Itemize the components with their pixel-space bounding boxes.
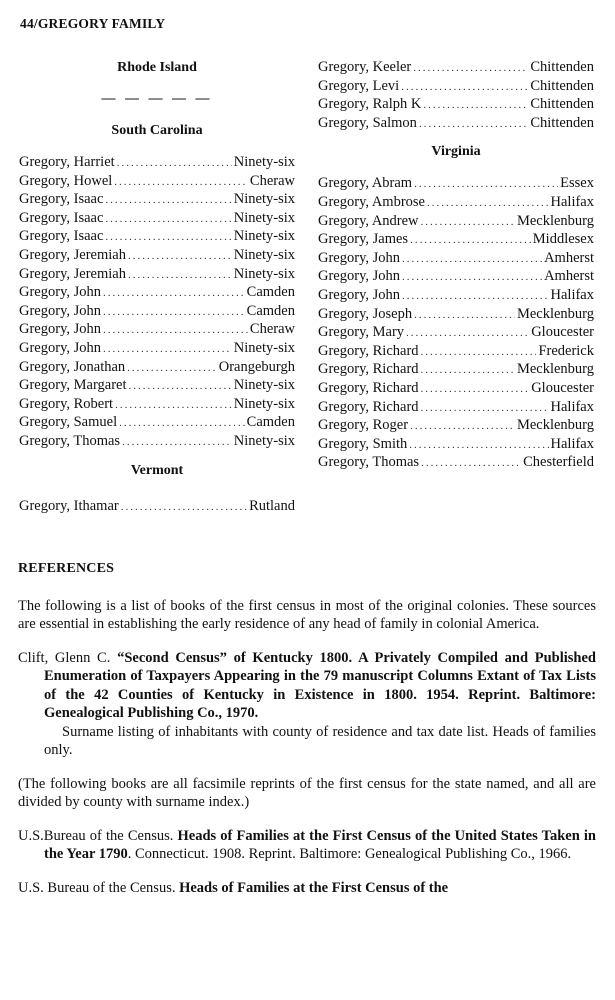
entry-name: Gregory, Salmon — [318, 114, 417, 131]
entry-name: Gregory, Samuel — [19, 414, 118, 431]
vermont-list — [19, 497, 295, 516]
entry-county: Camden — [246, 302, 295, 319]
census-entry — [19, 283, 295, 302]
entry-name: Gregory, Isaac — [19, 191, 104, 208]
census-entry — [19, 172, 295, 191]
census-entry — [318, 342, 594, 361]
entry-name: Gregory, Richard — [318, 398, 419, 415]
entry-name: Gregory, John — [19, 302, 102, 319]
leader-dots — [423, 96, 528, 115]
citation-census-continued — [18, 879, 596, 898]
leader-dots — [421, 380, 530, 399]
left-column — [19, 58, 295, 515]
entry-county: Halifax — [550, 286, 594, 303]
leader-dots — [115, 396, 232, 415]
census-entry — [19, 265, 295, 284]
right-column — [318, 58, 594, 472]
census-entry — [318, 435, 594, 454]
entry-county: Mecklenburg — [516, 305, 594, 322]
leader-dots — [105, 228, 231, 247]
entry-county: Halifax — [550, 435, 594, 452]
leader-dots — [421, 454, 521, 473]
entry-county: Chittenden — [530, 114, 594, 131]
entry-name: Gregory, John — [318, 268, 401, 285]
entry-name: Gregory, Levi — [318, 77, 400, 94]
entry-name: Gregory, Isaac — [19, 228, 104, 245]
entry-name: Gregory, Harriet — [19, 154, 115, 170]
state-heading-virginia: Virginia — [431, 144, 481, 160]
entry-county: Halifax — [550, 193, 594, 210]
census-entry — [19, 358, 295, 377]
census-entry — [19, 190, 295, 209]
rhode-island-dash: — — — — — — [101, 91, 213, 106]
entry-county: Chesterfield — [523, 454, 594, 471]
south-carolina-list — [19, 153, 295, 451]
entry-county: Ninety-six — [233, 191, 295, 208]
census-entry — [318, 267, 594, 286]
leader-dots — [129, 377, 232, 396]
leader-dots — [114, 173, 248, 192]
entry-county: Ninety-six — [233, 432, 295, 449]
entry-name: Gregory, Howel — [19, 172, 113, 189]
entry-county: Gloucester — [531, 379, 594, 396]
entry-name: Gregory, Keeler — [318, 59, 412, 75]
entry-county: Ninety-six — [233, 209, 295, 226]
citation-author: Clift, Glenn C. — [18, 649, 118, 666]
leader-dots — [103, 321, 248, 340]
census-entry — [19, 153, 295, 172]
leader-dots — [410, 231, 531, 250]
census-entry — [318, 174, 594, 193]
entry-county: Ninety-six — [233, 377, 295, 394]
citation-title: “Second Census” of Kentucky 1800 — [117, 649, 349, 666]
entry-county: Chittenden — [530, 77, 594, 94]
entry-county: Chittenden — [530, 59, 594, 75]
entry-name: Gregory, Joseph — [318, 305, 413, 322]
leader-dots — [421, 399, 549, 418]
references-intro: The following is a list of books of the first census in most of the original colonies. These sources are essential in establishing the early residence of any head of family in colonial America. — [18, 597, 596, 632]
entry-county: Halifax — [550, 398, 594, 415]
vermont-continued-list — [318, 58, 594, 132]
entry-name: Gregory, Andrew — [318, 212, 419, 229]
entry-county: Ninety-six — [233, 395, 295, 412]
leader-dots — [406, 324, 529, 343]
entry-county: Cheraw — [249, 172, 295, 189]
citation-details: . A Privately Compiled and Published Enumeration of Taxpayers Appearing in the 79 manuscript Columns Extant of Tax Lists of the 42 Counties of Kentucky in Existence in 1800. 1954. Reprint. Baltimore: Genealogical Publishing Co., 1970. — [44, 649, 596, 721]
entry-name: Gregory, Jonathan — [19, 358, 126, 375]
entry-county: Mecklenburg — [516, 212, 594, 229]
leader-dots — [119, 414, 245, 433]
entry-county: Ninety-six — [233, 339, 295, 356]
entry-name: Gregory, Jeremiah — [19, 265, 126, 282]
citation-census-1790 — [18, 827, 596, 864]
entry-name: Gregory, Thomas — [19, 432, 121, 449]
entry-name: Gregory, Margaret — [19, 377, 127, 394]
census-entry — [318, 95, 594, 114]
census-entry — [19, 413, 295, 432]
leader-dots — [122, 433, 232, 452]
census-entry — [318, 360, 594, 379]
entry-name: Gregory, Robert — [19, 395, 114, 412]
census-entry — [318, 212, 594, 231]
entry-county: Cheraw — [249, 321, 295, 338]
entry-name: Gregory, John — [318, 249, 401, 266]
census-entry — [19, 376, 295, 395]
state-heading-rhode-island: Rhode Island — [117, 60, 197, 75]
citation-title: Heads of Families at the First Census of the United States Taken in the Year 1790 — [44, 827, 596, 862]
citation-author: U.S.Bureau of the Census. — [18, 827, 178, 844]
page-header: 44/GREGORY FAMILY — [20, 16, 166, 31]
leader-dots — [103, 340, 232, 359]
entry-name: Gregory, John — [318, 286, 401, 303]
entry-name: Gregory, Richard — [318, 342, 419, 359]
leader-dots — [402, 287, 549, 306]
leader-dots — [419, 115, 528, 134]
entry-name: Gregory, Roger — [318, 417, 409, 434]
leader-dots — [421, 361, 515, 380]
entry-name: Gregory, Ambrose — [318, 193, 425, 210]
census-entry — [318, 379, 594, 398]
entry-name: Gregory, Ithamar — [19, 497, 119, 514]
leader-dots — [421, 343, 537, 362]
entry-name: Gregory, Richard — [318, 379, 419, 396]
leader-dots — [401, 78, 528, 97]
entry-name: Gregory, John — [19, 284, 102, 301]
entry-name: Gregory, Richard — [318, 361, 419, 378]
entry-name: Gregory, Smith — [318, 435, 408, 452]
leader-dots — [127, 359, 217, 378]
census-entry — [19, 227, 295, 246]
entry-name: Gregory, Ralph K — [318, 96, 422, 113]
leader-dots — [427, 194, 549, 213]
census-entry — [318, 453, 594, 472]
leader-dots — [103, 284, 245, 303]
entry-county: Rutland — [249, 497, 295, 514]
entry-name: Gregory, Abram — [318, 175, 413, 192]
citation-author: U.S. Bureau of the Census. — [18, 879, 180, 896]
leader-dots — [414, 306, 515, 325]
census-entry — [318, 193, 594, 212]
entry-county: Mecklenburg — [516, 417, 594, 434]
entry-county: Ninety-six — [233, 246, 295, 263]
leader-dots — [103, 303, 245, 322]
entry-county: Ninety-six — [233, 154, 295, 170]
census-entry — [19, 395, 295, 414]
entry-name: Gregory, Thomas — [318, 454, 420, 471]
entry-county: Amherst — [544, 268, 594, 285]
census-entry — [19, 432, 295, 451]
census-entry — [318, 77, 594, 96]
leader-dots — [414, 175, 558, 194]
census-entry — [318, 286, 594, 305]
census-entry — [318, 323, 594, 342]
virginia-list — [318, 174, 594, 472]
census-entry — [318, 230, 594, 249]
census-entry — [318, 398, 594, 417]
leader-dots — [105, 210, 231, 229]
entry-county: Mecklenburg — [516, 361, 594, 378]
leader-dots — [413, 59, 528, 78]
entry-county: Camden — [246, 284, 295, 301]
entry-name: Gregory, John — [19, 339, 102, 356]
references-note: (The following books are all facsimile reprints of the first census for the state named, and all are divided by county with surname index.) — [18, 775, 596, 810]
census-entry — [318, 305, 594, 324]
leader-dots — [409, 436, 548, 455]
leader-dots — [121, 498, 247, 517]
leader-dots — [421, 213, 515, 232]
leader-dots — [402, 268, 542, 287]
census-entry — [19, 320, 295, 339]
state-heading-vermont: Vermont — [130, 462, 184, 478]
citation-title: Heads of Families at the First Census of the — [179, 879, 449, 896]
references-section — [18, 560, 596, 897]
entry-county: Ninety-six — [233, 265, 295, 282]
census-entry — [19, 497, 295, 516]
state-heading-south-carolina: South Carolina — [111, 123, 203, 138]
entry-county: Ninety-six — [233, 228, 295, 245]
entry-name: Gregory, Isaac — [19, 209, 104, 226]
entry-county: Chittenden — [530, 96, 594, 113]
entry-county: Orangeburgh — [218, 358, 295, 375]
entry-county: Amherst — [544, 249, 594, 266]
citation-details: . Connecticut. 1908. Reprint. Baltimore: Genealogical Publishing Co., 1966. — [127, 846, 572, 862]
census-entry — [318, 249, 594, 268]
entry-county: Frederick — [538, 342, 594, 359]
leader-dots — [117, 154, 232, 173]
census-entry — [318, 58, 594, 77]
entry-name: Gregory, James — [318, 231, 409, 248]
census-entry — [318, 416, 594, 435]
leader-dots — [128, 247, 232, 266]
citation-annotation: Surname listing of inhabitants with county of residence and tax date list. Heads of families only. — [44, 723, 596, 758]
census-entry — [318, 114, 594, 133]
entry-name: Gregory, John — [19, 321, 102, 338]
leader-dots — [410, 417, 515, 436]
references-heading: REFERENCES — [18, 561, 115, 576]
entry-name: Gregory, Jeremiah — [19, 246, 126, 263]
leader-dots — [105, 191, 231, 210]
entry-county: Camden — [246, 414, 295, 431]
leader-dots — [402, 250, 542, 269]
census-entry — [19, 339, 295, 358]
entry-county: Middlesex — [532, 231, 594, 248]
leader-dots — [128, 266, 232, 285]
census-entry — [19, 209, 295, 228]
citation-clift — [18, 649, 596, 723]
census-entry — [19, 246, 295, 265]
census-entry — [19, 302, 295, 321]
entry-county: Essex — [560, 175, 594, 192]
entry-county: Gloucester — [531, 324, 594, 341]
entry-name: Gregory, Mary — [318, 324, 405, 341]
